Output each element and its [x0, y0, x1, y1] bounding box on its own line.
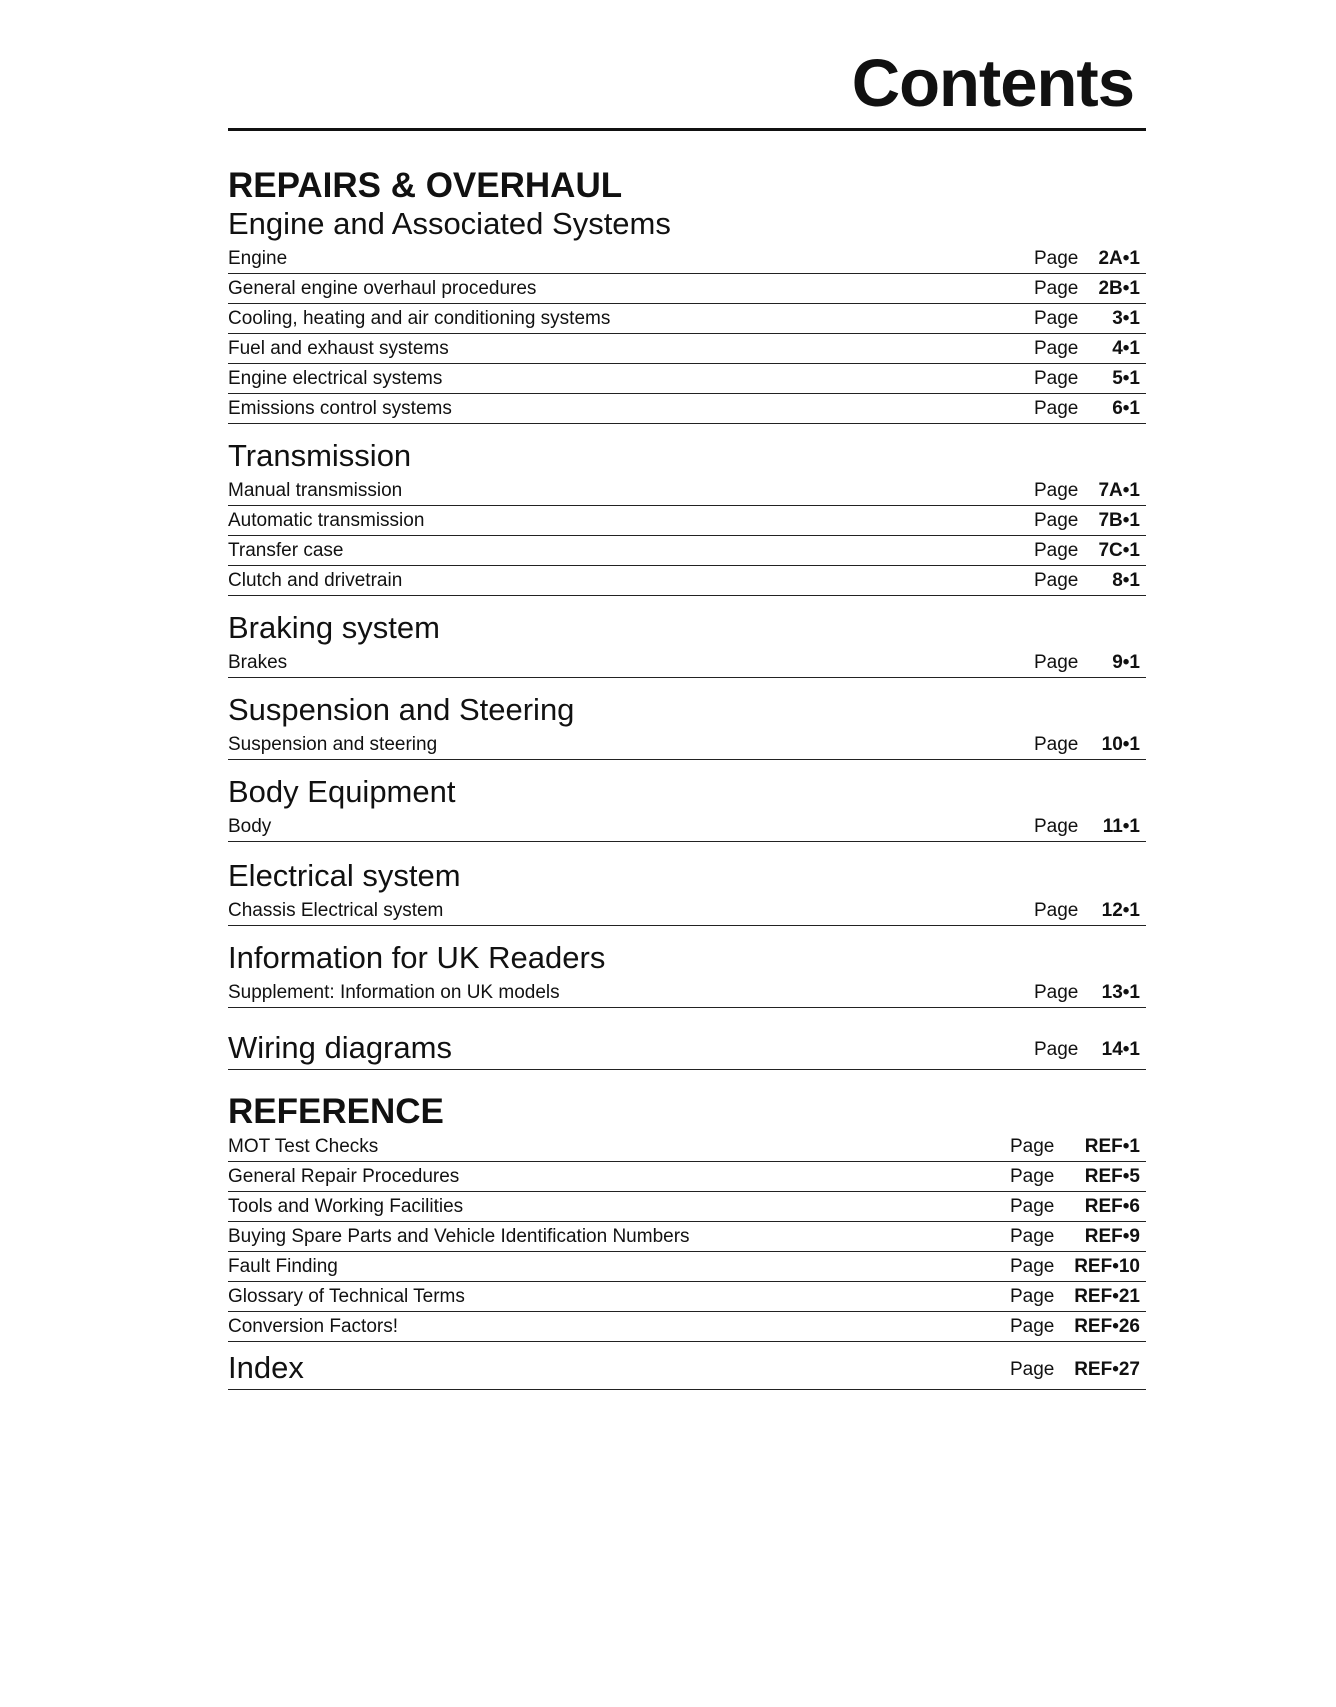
page-title: Contents — [851, 46, 1134, 121]
page-number: 8•1 — [1112, 570, 1140, 591]
repairs-heading: REPAIRS & OVERHAUL — [228, 166, 623, 205]
page-word: Page — [1034, 308, 1079, 329]
page-word: Page — [1034, 734, 1079, 755]
page-number: REF•10 — [1074, 1256, 1140, 1277]
contents-entry[interactable] — [228, 1192, 1146, 1222]
page-word: Page — [1010, 1359, 1055, 1380]
page-number: 6•1 — [1112, 398, 1140, 419]
contents-entry[interactable] — [228, 1132, 1146, 1162]
contents-entry[interactable] — [228, 1162, 1146, 1192]
wiring-title: Wiring diagrams — [228, 1030, 452, 1065]
page-word: Page — [1034, 540, 1079, 561]
entry-label: Supplement: Information on UK models — [228, 982, 560, 1003]
group-title: Suspension and Steering — [228, 692, 575, 727]
contents-entry[interactable] — [228, 1252, 1146, 1282]
contents-group — [228, 692, 1146, 760]
page-number: 9•1 — [1112, 652, 1140, 673]
page-word: Page — [1034, 398, 1079, 419]
entry-label: Suspension and steering — [228, 734, 438, 755]
entry-label: Fault Finding — [228, 1256, 338, 1277]
page-word: Page — [1010, 1226, 1055, 1247]
page-number: 3•1 — [1112, 308, 1140, 329]
group-title: Engine and Associated Systems — [228, 206, 671, 241]
page-word: Page — [1034, 278, 1079, 299]
page-word: Page — [1010, 1286, 1055, 1307]
entry-label: Brakes — [228, 652, 288, 673]
entry-label: Emissions control systems — [228, 398, 452, 419]
page-word: Page — [1034, 368, 1079, 389]
contents-entry[interactable] — [228, 978, 1146, 1008]
entry-label: Buying Spare Parts and Vehicle Identification Numbers — [228, 1226, 690, 1247]
contents-entry[interactable] — [228, 274, 1146, 304]
page-number: 7B•1 — [1098, 510, 1140, 531]
contents-entry[interactable] — [228, 536, 1146, 566]
page-word: Page — [1034, 816, 1079, 837]
index-title: Index — [228, 1350, 304, 1385]
contents-entry[interactable] — [228, 304, 1146, 334]
contents-entry[interactable] — [228, 1312, 1146, 1342]
entry-label: Transfer case — [228, 540, 344, 561]
contents-entry[interactable] — [228, 812, 1146, 842]
contents-entry[interactable] — [228, 394, 1146, 424]
page-word: Page — [1034, 248, 1079, 269]
contents-entry[interactable] — [228, 1282, 1146, 1312]
page-word: Page — [1010, 1136, 1055, 1157]
group-title: Electrical system — [228, 858, 461, 893]
page-word: Page — [1034, 982, 1079, 1003]
page-number: 2B•1 — [1098, 278, 1140, 299]
page-word: Page — [1034, 510, 1079, 531]
page-word: Page — [1010, 1256, 1055, 1277]
page-word: Page — [1010, 1316, 1055, 1337]
contents-entry[interactable] — [228, 1222, 1146, 1252]
repairs-groups — [228, 206, 1146, 1008]
contents-group — [228, 774, 1146, 842]
page-number: REF•9 — [1084, 1226, 1140, 1247]
entry-label: Tools and Working Facilities — [228, 1196, 464, 1217]
page-word: Page — [1034, 1039, 1079, 1060]
contents-group — [228, 206, 1146, 424]
page-number: 10•1 — [1101, 734, 1140, 755]
entry-label: Cooling, heating and air conditioning systems — [228, 308, 611, 329]
group-title: Information for UK Readers — [228, 940, 606, 975]
entry-label: Body — [228, 816, 272, 837]
page-number: 13•1 — [1101, 982, 1140, 1003]
entry-label: General Repair Procedures — [228, 1166, 460, 1187]
page-number: 11•1 — [1102, 816, 1140, 837]
entry-label: Engine electrical systems — [228, 368, 443, 389]
contents-group — [228, 858, 1146, 926]
contents-entry[interactable] — [228, 476, 1146, 506]
contents-entry[interactable] — [228, 506, 1146, 536]
contents-entry[interactable] — [228, 364, 1146, 394]
page-number: 5•1 — [1112, 368, 1140, 389]
entry-label: General engine overhaul procedures — [228, 278, 537, 299]
page-number: 12•1 — [1101, 900, 1140, 921]
page-number: 14•1 — [1101, 1039, 1140, 1060]
contents-entry[interactable] — [228, 334, 1146, 364]
page-word: Page — [1034, 652, 1079, 673]
page-number: REF•27 — [1074, 1359, 1140, 1380]
page-number: 7C•1 — [1098, 540, 1140, 561]
contents-entry[interactable] — [228, 244, 1146, 274]
page-number: 2A•1 — [1098, 248, 1140, 269]
wiring-diagrams-entry[interactable] — [228, 1024, 1146, 1070]
contents-entry[interactable] — [228, 896, 1146, 926]
page-number: REF•26 — [1074, 1316, 1140, 1337]
page-number: 4•1 — [1112, 338, 1140, 359]
reference-list — [228, 1132, 1146, 1342]
page-number: REF•21 — [1074, 1286, 1140, 1307]
page-number: REF•5 — [1084, 1166, 1140, 1187]
page-number: REF•1 — [1084, 1136, 1140, 1157]
title-rule — [228, 128, 1146, 131]
entry-label: Automatic transmission — [228, 510, 425, 531]
entry-label: Engine — [228, 248, 288, 269]
entry-label: Glossary of Technical Terms — [228, 1286, 465, 1307]
contents-group — [228, 610, 1146, 678]
entry-label: MOT Test Checks — [228, 1136, 379, 1157]
group-title: Transmission — [228, 438, 412, 473]
page-word: Page — [1034, 338, 1079, 359]
page-number: REF•6 — [1084, 1196, 1140, 1217]
contents-group — [228, 438, 1146, 596]
group-title: Body Equipment — [228, 774, 456, 809]
index-entry[interactable] — [228, 1342, 1146, 1390]
contents-entry[interactable] — [228, 566, 1146, 596]
page-word: Page — [1034, 900, 1079, 921]
page-word: Page — [1010, 1196, 1055, 1217]
entry-label: Fuel and exhaust systems — [228, 338, 449, 359]
page-word: Page — [1034, 480, 1079, 501]
entry-label: Conversion Factors! — [228, 1316, 399, 1337]
contents-entry[interactable] — [228, 730, 1146, 760]
entry-label: Clutch and drivetrain — [228, 570, 403, 591]
entry-label: Manual transmission — [228, 480, 403, 501]
page-word: Page — [1034, 570, 1079, 591]
contents-body — [228, 166, 1146, 1390]
page-number: 7A•1 — [1098, 480, 1140, 501]
reference-heading: REFERENCE — [228, 1092, 444, 1131]
page-word: Page — [1010, 1166, 1055, 1187]
group-title: Braking system — [228, 610, 440, 645]
contents-entry[interactable] — [228, 648, 1146, 678]
entry-label: Chassis Electrical system — [228, 900, 444, 921]
contents-group — [228, 940, 1146, 1008]
